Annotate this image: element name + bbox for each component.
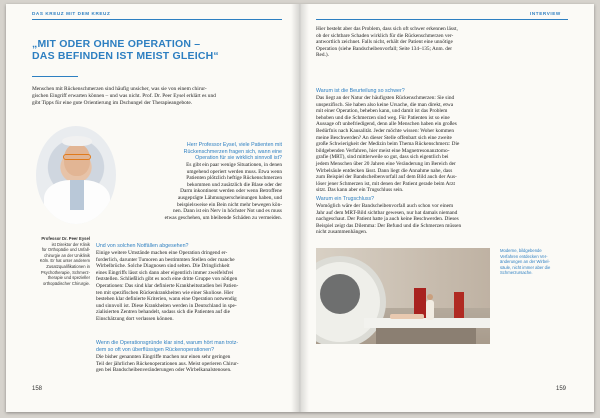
text-line: behoben und die Schmerzen sind weg. Für Patienten ist so eine — [316, 114, 450, 121]
header-rule-left — [32, 19, 282, 20]
answer-line: beispielsweise ein Bein nicht mehr bewegen kön- — [176, 201, 282, 208]
text-line: nicht zusammenhängen. — [316, 229, 368, 236]
page-number-left: 158 — [32, 386, 43, 392]
running-header-left: DAS KREUZ MIT DEM KREUZ — [32, 11, 111, 16]
caption-line: für Orthopädie und Unfall- — [41, 247, 90, 253]
right-text-3 — [316, 203, 490, 236]
answer-line: feststellen. Schließlich gibt es noch eine dritte Gruppe von nötigen — [96, 276, 238, 283]
text-line: meine Beschwerden? An dieser Stelle offenbart sich eine zweite — [316, 134, 452, 141]
text-line: Wirbelsäule entdecken lässt. Dann liegt die Annahme nahe, dass — [316, 167, 453, 174]
intro-paragraph — [32, 86, 282, 106]
answer-2 — [96, 250, 282, 323]
caption-line: Köln. Er hat unter anderem — [39, 258, 90, 264]
text-line: Beispiel zeigt das Dilemma: Der Befund und die Schmerzen müssen — [316, 222, 462, 229]
question-line: Rückenschmerzen fragen sich, wann eine — [183, 148, 282, 155]
header-rule-right — [316, 19, 568, 20]
text-line: Red.). — [316, 52, 329, 59]
caption-line: ist Direktor der Klinik — [51, 241, 90, 247]
text-line: Aussage oft unbefriedigend, denn alle Menschen haben ein großes — [316, 121, 457, 128]
text-line: unspezifisch. Sie haben also keine Ursache, die man direkt, etwa — [316, 101, 454, 108]
caption-line: änderungen an der Wirbel- — [500, 259, 550, 265]
caption-line: Psychotherapie, Schmerz- — [40, 269, 90, 275]
author-caption — [30, 236, 90, 286]
text-line: zum Beispiel der Bandscheibenvorfall auf dem Bild auch der Aus- — [316, 174, 457, 181]
answer-line: Operationen: Das sind klar definierte Krankheitsstadien bei Patien- — [96, 282, 239, 289]
caption-line: chirurgie an der Uniklinik — [44, 252, 90, 258]
answer-line: umgehend operiert werden muss. Etwa wenn — [186, 168, 282, 175]
answer-line: etwas geschehen, um bleibende Schäden zu vermeiden. — [164, 214, 282, 221]
text-line: grafie (MRT), sind mittlerweile so gut, dass sich eigentlich bei — [316, 154, 449, 161]
caption-line: Professor Dr. Peer Eysel — [41, 236, 90, 241]
caption-line: Verfahren entdecken Ver- — [500, 253, 548, 259]
question-3 — [96, 340, 282, 353]
title-line: DAS BEFINDEN IST MEIST GLEICH“ — [32, 50, 219, 62]
caption-line: Moderne, bildgebende — [500, 248, 542, 253]
question-line: Wenn die Operationsgründe klar sind, warum hört man trotz- — [96, 340, 239, 346]
answer-line: Darm inkontinent werden oder wenn Betroffene — [180, 188, 282, 195]
text-line: nachgeschaut. Der Patient hatte ja auch keine Beschwerden. Dieses — [316, 216, 459, 223]
text-line: jedem Menschen über 20 Jahren eine Veränderung im Bereich der — [316, 160, 456, 167]
answer-line: Teil der jährlichen Rückenoperationen aus. Meist operieren Chirur- — [96, 360, 239, 367]
question-1 — [128, 142, 282, 162]
book-gutter — [291, 4, 309, 412]
answer-1 — [128, 162, 282, 221]
question-5: Warum ein Trugschluss? — [316, 196, 375, 202]
answer-line: Die bisher genannten Eingriffe machen nur einen sehr geringen — [96, 354, 231, 360]
caption-line: säule, nicht immer aber die — [500, 264, 551, 270]
text-line: sitzt. Das kann aber ein Trugschluss sein. — [316, 187, 404, 194]
author-portrait — [36, 126, 116, 224]
mri-scanner-photo — [316, 248, 490, 344]
answer-line: Wirbelbrüche. Solche Diagnosen sind selten. Die Dringlichkeit — [96, 263, 230, 270]
text-line: Operation (siehe Bandscheibenvorfall; Seite 134–135; Anm. der — [316, 45, 453, 52]
title-line: „MIT ODER OHNE OPERATION – — [32, 38, 201, 50]
caption-line: orthopädischer Chirurgie. — [42, 280, 90, 286]
answer-line: bekommen und zusätzlich die Blase oder der — [186, 181, 282, 188]
right-text-2 — [316, 95, 490, 194]
answer-line: gen bei Bandscheibenveränderungen oder Wirbelkanalstenosen. — [96, 367, 232, 374]
running-header-right: INTERVIEW — [530, 11, 561, 16]
answer-line: bestehen klar definierte Kriterien, wann eine Operation notwendig — [96, 296, 237, 303]
page-number-right: 159 — [556, 386, 567, 392]
question-2: Und von solchen Notfällen abgesehen? — [96, 243, 189, 249]
question-line: Herr Professor Eysel, viele Patienten mit — [186, 142, 282, 148]
answer-line: ten mit spezifischen Rückenkrankheiten wie einer Skoliose. Hier — [96, 289, 234, 296]
image-caption — [500, 248, 570, 276]
text-line: mit einer Operation, beheben kann, und damit ist das Problem — [316, 108, 448, 115]
question-line: Operation für sie wirklich sinnvoll ist? — [195, 155, 282, 162]
answer-line: und sinnvoll ist. Diese Krankheiten werden in Deutschland in spe- — [96, 302, 237, 309]
text-line: große Schwierigkeit der Medizin beim Thema Rückenschmerz: Die — [316, 141, 460, 148]
text-line: Hier besteht aber das Problem, dass sich oft schwer erkennen lässt, — [316, 26, 458, 32]
answer-3 — [96, 354, 282, 374]
answer-line: ausgeprägte Lähmungserscheinungen haben, und — [177, 194, 282, 201]
right-text-1 — [316, 26, 490, 59]
text-line: Womöglich wäre der Bandscheibenvorfall auch schon vor einem — [316, 203, 454, 209]
caption-line: therapie und spezieller — [47, 275, 90, 281]
text-line: löser jener Schmerzen ist, mit denen der Patient gerade beim Arzt — [316, 180, 455, 187]
answer-line: Einschätzung dort verlassen können. — [96, 315, 174, 322]
intro-line: Menschen mit Rückenschmerzen sind häufig unsicher, was sie von einem chirur- — [32, 86, 207, 92]
intro-line: gischen Eingriff erwarten können – und was nicht. Prof. Dr. Peer Eysel erklärt es und — [32, 92, 216, 99]
title-rule — [32, 76, 78, 77]
article-title — [32, 38, 282, 62]
answer-line: zialisierten Zentren behandelt, sodass sich die Patienten auf die — [96, 309, 230, 316]
answer-line: eines Eingriffs lässt sich dann aber eigentlich immer zweifelsfrei — [96, 269, 234, 276]
answer-line: forderlich, darunter Tumoren an bestimmten Stellen oder manche — [96, 256, 235, 263]
caption-line: Zusatzqualifikationen in — [46, 263, 90, 269]
caption-line: Schmerzursache. — [500, 270, 533, 276]
text-line: antwortlich zeichnet. Falls nicht, erhält der Patient eine unnötige — [316, 39, 453, 46]
answer-line: Einige weitere Umstände machen eine Operation dringend er- — [96, 250, 228, 256]
text-line: Bedürfnis nach Kausalität. Jeder möchte wissen: Woher kommen — [316, 127, 455, 134]
text-line: ob der sichtbare Schaden wirklich für die Rückenschmerzen ver- — [316, 32, 454, 39]
text-line: bildgebenden Verfahren, hier meist eine Magnetresonanztomo- — [316, 147, 450, 154]
question-4: Warum ist die Beurteilung so schwer? — [316, 88, 405, 94]
answer-line: Es gibt ein paar wenige Situationen, in denen — [186, 162, 282, 168]
answer-line: Patienten plötzlich heftige Rückenschmerzen — [186, 175, 282, 182]
text-line: Jahr auf dem MRT-Bild sichtbar gewesen, nur hat damals niemand — [316, 209, 458, 216]
intro-line: gibt Tipps für eine gute Orientierung im Dschungel der Therapieangebote. — [32, 99, 193, 106]
question-line: dem so oft von überflüssigen Rückenoperationen? — [96, 346, 215, 353]
answer-line: nen. Dann ist ein Nerv in höchster Not und es muss — [172, 208, 282, 215]
text-line: Das liegt an der Natur der häufigsten Rückenschmerzen: Sie sind — [316, 95, 455, 101]
